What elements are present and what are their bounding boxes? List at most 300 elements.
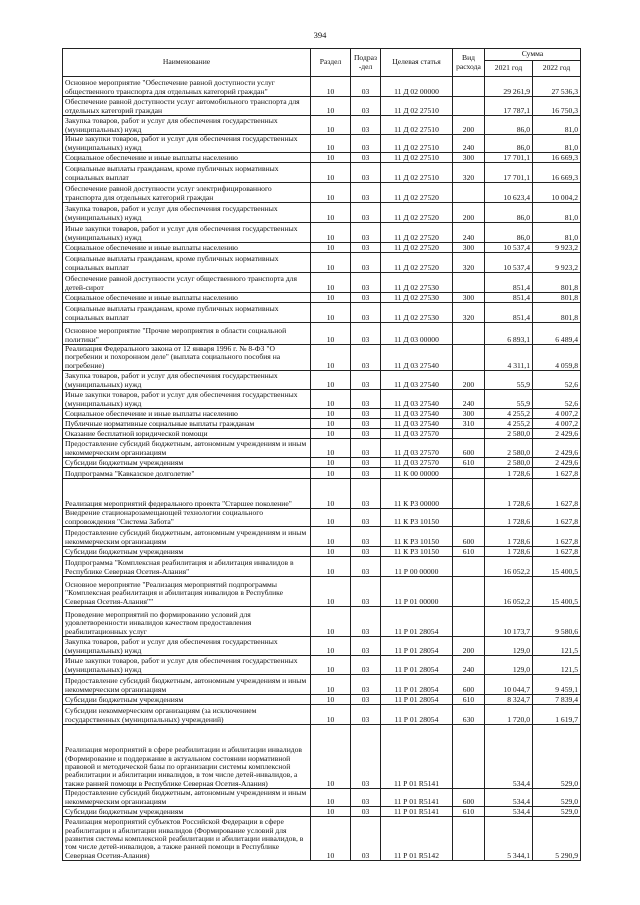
row-sum-2022-cell: 2 429,6 xyxy=(533,429,581,439)
row-expense-type-cell xyxy=(453,509,485,527)
row-expense-type-cell xyxy=(453,77,485,97)
row-name-cell: Иные закупки товаров, работ и услуг для обеспечения государственных (муниципальных) нужд xyxy=(63,656,311,675)
row-target-cell: 11 Р 01 R5142 xyxy=(381,817,453,861)
row-sum-2022-cell: 4 007,2 xyxy=(533,419,581,429)
row-subsection-cell: 03 xyxy=(351,153,381,163)
row-expense-type-cell xyxy=(453,479,485,509)
table-row xyxy=(63,479,581,509)
row-expense-type-cell: 200 xyxy=(453,371,485,390)
row-section-cell: 10 xyxy=(311,116,351,135)
row-section-cell: 10 xyxy=(311,607,351,637)
row-expense-type-cell xyxy=(453,345,485,371)
row-sum-2021-cell: 10 044,7 xyxy=(485,675,533,695)
row-section-cell: 10 xyxy=(311,817,351,861)
row-sum-2021-cell: 1 728,6 xyxy=(485,527,533,547)
row-target-cell: 11 Р 01 28054 xyxy=(381,656,453,675)
row-target-cell: 11 Д 02 27520 xyxy=(381,253,453,273)
row-section-cell: 10 xyxy=(311,153,351,163)
row-subsection-cell: 03 xyxy=(351,675,381,695)
row-target-cell: 11 Д 02 27510 xyxy=(381,135,453,153)
row-sum-2022-cell: 801,8 xyxy=(533,293,581,303)
row-sum-2022-cell: 529,0 xyxy=(533,807,581,817)
row-name-cell: Проведение мероприятий по формированию условий для удовлетворенности инвалидов качеством предоставления реабилитационных услуг xyxy=(63,607,311,637)
table-row xyxy=(63,607,581,637)
row-name-cell: Социальное обеспечение и иные выплаты населению xyxy=(63,153,311,163)
header-year-2022: 2022 год xyxy=(533,61,581,77)
row-sum-2021-cell: 534,4 xyxy=(485,789,533,807)
page-number: 394 xyxy=(313,30,327,40)
row-sum-2021-cell: 2 580,0 xyxy=(485,458,533,468)
table-row xyxy=(63,153,581,163)
row-expense-type-cell: 200 xyxy=(453,203,485,223)
row-expense-type-cell: 200 xyxy=(453,637,485,656)
row-section-cell: 10 xyxy=(311,637,351,656)
row-sum-2021-cell: 86,0 xyxy=(485,116,533,135)
row-section-cell: 10 xyxy=(311,429,351,439)
row-target-cell: 11 Р 01 28054 xyxy=(381,705,453,725)
row-subsection-cell: 03 xyxy=(351,557,381,577)
row-sum-2022-cell: 5 290,9 xyxy=(533,817,581,861)
table-row xyxy=(63,203,581,223)
row-expense-type-cell xyxy=(453,557,485,577)
row-sum-2021-cell: 1 728,6 xyxy=(485,547,533,557)
row-subsection-cell: 03 xyxy=(351,163,381,183)
row-section-cell: 10 xyxy=(311,253,351,273)
header-expense-type: Вид расхода xyxy=(453,49,485,77)
table-row xyxy=(63,527,581,547)
row-section-cell: 10 xyxy=(311,807,351,817)
row-sum-2021-cell: 29 261,9 xyxy=(485,77,533,97)
row-section-cell: 10 xyxy=(311,303,351,323)
row-section-cell: 10 xyxy=(311,557,351,577)
row-name-cell: Внедрение стационарозамещающей технологии социального сопровождения "Система Забота" xyxy=(63,509,311,527)
row-expense-type-cell: 300 xyxy=(453,409,485,419)
row-subsection-cell: 03 xyxy=(351,577,381,607)
table-row xyxy=(63,468,581,479)
row-name-cell: Субсидии некоммерческим организациям (за исключением государственных (муниципальных) учреждений) xyxy=(63,705,311,725)
row-expense-type-cell: 300 xyxy=(453,243,485,253)
row-sum-2022-cell: 81,0 xyxy=(533,116,581,135)
row-subsection-cell: 03 xyxy=(351,203,381,223)
row-section-cell: 10 xyxy=(311,135,351,153)
row-expense-type-cell: 320 xyxy=(453,163,485,183)
row-target-cell: 11 Р 01 R5141 xyxy=(381,725,453,789)
row-sum-2022-cell: 81,0 xyxy=(533,223,581,243)
row-sum-2022-cell: 529,0 xyxy=(533,789,581,807)
row-expense-type-cell: 630 xyxy=(453,705,485,725)
row-subsection-cell: 03 xyxy=(351,429,381,439)
table-row xyxy=(63,409,581,419)
row-sum-2022-cell: 52,6 xyxy=(533,390,581,409)
row-name-cell: Социальные выплаты гражданам, кроме публичных нормативных социальных выплат xyxy=(63,303,311,323)
row-subsection-cell: 03 xyxy=(351,243,381,253)
row-sum-2021-cell: 1 728,6 xyxy=(485,509,533,527)
row-expense-type-cell xyxy=(453,273,485,293)
row-subsection-cell: 03 xyxy=(351,807,381,817)
row-section-cell: 10 xyxy=(311,547,351,557)
row-section-cell: 10 xyxy=(311,419,351,429)
row-sum-2022-cell: 6 489,4 xyxy=(533,323,581,345)
row-section-cell: 10 xyxy=(311,163,351,183)
row-subsection-cell: 03 xyxy=(351,479,381,509)
row-sum-2021-cell: 1 720,0 xyxy=(485,705,533,725)
row-section-cell: 10 xyxy=(311,293,351,303)
row-section-cell: 10 xyxy=(311,527,351,547)
row-expense-type-cell: 310 xyxy=(453,419,485,429)
row-target-cell: 11 Д 02 27530 xyxy=(381,293,453,303)
row-target-cell: 11 Д 02 00000 xyxy=(381,77,453,97)
row-sum-2021-cell: 1 728,6 xyxy=(485,479,533,509)
row-section-cell: 10 xyxy=(311,223,351,243)
row-sum-2021-cell: 17 787,1 xyxy=(485,97,533,116)
row-sum-2021-cell: 86,0 xyxy=(485,223,533,243)
table-row xyxy=(63,637,581,656)
row-subsection-cell: 03 xyxy=(351,695,381,705)
row-name-cell: Подпрограмма "Кавказское долголетие" xyxy=(63,468,311,479)
row-sum-2022-cell: 801,8 xyxy=(533,303,581,323)
row-target-cell: 11 Д 03 27540 xyxy=(381,371,453,390)
table-row xyxy=(63,77,581,97)
row-subsection-cell: 03 xyxy=(351,509,381,527)
row-subsection-cell: 03 xyxy=(351,183,381,203)
table-row xyxy=(63,789,581,807)
row-sum-2022-cell: 9 923,2 xyxy=(533,243,581,253)
row-sum-2021-cell: 2 580,0 xyxy=(485,439,533,458)
row-subsection-cell: 03 xyxy=(351,789,381,807)
row-section-cell: 10 xyxy=(311,390,351,409)
row-name-cell: Субсидии бюджетным учреждениям xyxy=(63,547,311,557)
row-sum-2021-cell: 86,0 xyxy=(485,203,533,223)
row-subsection-cell: 03 xyxy=(351,77,381,97)
table-row xyxy=(63,547,581,557)
row-target-cell: 11 Р 01 00000 xyxy=(381,577,453,607)
row-name-cell: Субсидии бюджетным учреждениям xyxy=(63,695,311,705)
row-section-cell: 10 xyxy=(311,705,351,725)
row-expense-type-cell: 240 xyxy=(453,223,485,243)
row-sum-2022-cell: 121,5 xyxy=(533,637,581,656)
row-expense-type-cell xyxy=(453,725,485,789)
table-row xyxy=(63,458,581,468)
row-sum-2021-cell: 10 537,4 xyxy=(485,253,533,273)
row-target-cell: 11 Д 03 27570 xyxy=(381,458,453,468)
row-name-cell: Иные закупки товаров, работ и услуг для обеспечения государственных (муниципальных) нужд xyxy=(63,390,311,409)
row-sum-2022-cell: 81,0 xyxy=(533,203,581,223)
row-target-cell: 11 Д 03 27540 xyxy=(381,409,453,419)
row-subsection-cell: 03 xyxy=(351,419,381,429)
table-row xyxy=(63,371,581,390)
row-section-cell: 10 xyxy=(311,439,351,458)
row-name-cell: Реализация мероприятий в сфере реабилитации и абилитации инвалидов (Формирование и поддержание в актуальном состоянии нормативной правовой и методической базы по организации системы комплексной реабилитации и абилитации инвалидов, в том числе детей-инвалидов, а также ранней помощи в Республике Северная Осетия-Алания) xyxy=(63,725,311,789)
table-row xyxy=(63,116,581,135)
row-expense-type-cell: 600 xyxy=(453,675,485,695)
table-row xyxy=(63,323,581,345)
row-name-cell: Обеспечение равной доступности услуг электрифицированного транспорта для отдельных категорий граждан xyxy=(63,183,311,203)
table-header xyxy=(63,49,581,77)
row-name-cell: Субсидии бюджетным учреждениям xyxy=(63,807,311,817)
row-subsection-cell: 03 xyxy=(351,345,381,371)
row-expense-type-cell xyxy=(453,183,485,203)
row-section-cell: 10 xyxy=(311,243,351,253)
row-sum-2022-cell: 52,6 xyxy=(533,371,581,390)
table-row xyxy=(63,429,581,439)
row-sum-2021-cell: 17 701,1 xyxy=(485,153,533,163)
row-subsection-cell: 03 xyxy=(351,273,381,293)
row-name-cell: Публичные нормативные социальные выплаты гражданам xyxy=(63,419,311,429)
row-expense-type-cell xyxy=(453,429,485,439)
row-target-cell: 11 Д 02 27520 xyxy=(381,223,453,243)
row-name-cell: Социальные выплаты гражданам, кроме публичных нормативных социальных выплат xyxy=(63,163,311,183)
row-name-cell: Подпрограмма "Комплексная реабилитация и абилитация инвалидов в Республике Северная Осетия-Алания" xyxy=(63,557,311,577)
row-sum-2021-cell: 4 255,2 xyxy=(485,419,533,429)
row-expense-type-cell xyxy=(453,468,485,479)
header-sum: Сумма xyxy=(485,49,581,61)
row-subsection-cell: 03 xyxy=(351,705,381,725)
row-sum-2022-cell: 9 459,1 xyxy=(533,675,581,695)
row-sum-2021-cell: 851,4 xyxy=(485,273,533,293)
row-subsection-cell: 03 xyxy=(351,527,381,547)
row-section-cell: 10 xyxy=(311,675,351,695)
row-target-cell: 11 К Р3 10150 xyxy=(381,509,453,527)
row-sum-2021-cell: 2 580,0 xyxy=(485,429,533,439)
row-target-cell: 11 К Р3 10150 xyxy=(381,547,453,557)
row-target-cell: 11 Д 03 27540 xyxy=(381,390,453,409)
row-expense-type-cell: 320 xyxy=(453,253,485,273)
row-target-cell: 11 Д 02 27510 xyxy=(381,153,453,163)
row-target-cell: 11 Р 00 00000 xyxy=(381,557,453,577)
row-target-cell: 11 Р 01 28054 xyxy=(381,695,453,705)
row-sum-2021-cell: 851,4 xyxy=(485,293,533,303)
row-sum-2021-cell: 534,4 xyxy=(485,807,533,817)
row-expense-type-cell: 610 xyxy=(453,458,485,468)
table-row xyxy=(63,817,581,861)
row-name-cell: Иные закупки товаров, работ и услуг для обеспечения государственных (муниципальных) нужд xyxy=(63,135,311,153)
row-sum-2022-cell: 1 619,7 xyxy=(533,705,581,725)
row-subsection-cell: 03 xyxy=(351,97,381,116)
row-target-cell: 11 Р 01 R5141 xyxy=(381,789,453,807)
row-expense-type-cell: 240 xyxy=(453,390,485,409)
row-sum-2021-cell: 55,9 xyxy=(485,371,533,390)
row-name-cell: Закупка товаров, работ и услуг для обеспечения государственных (муниципальных) нужд xyxy=(63,203,311,223)
row-expense-type-cell: 300 xyxy=(453,293,485,303)
row-section-cell: 10 xyxy=(311,345,351,371)
row-target-cell: 11 Р 01 28054 xyxy=(381,675,453,695)
table-row xyxy=(63,243,581,253)
row-name-cell: Предоставление субсидий бюджетным, автономным учреждениям и иным некоммерческим организациям xyxy=(63,789,311,807)
table-row xyxy=(63,419,581,429)
row-target-cell: 11 Д 02 27520 xyxy=(381,203,453,223)
row-sum-2021-cell: 10 173,7 xyxy=(485,607,533,637)
table-row xyxy=(63,807,581,817)
row-name-cell: Основное мероприятие "Прочие мероприятия в области социальной политики" xyxy=(63,323,311,345)
row-sum-2022-cell: 529,0 xyxy=(533,725,581,789)
row-name-cell: Предоставление субсидий бюджетным, автономным учреждениям и иным некоммерческим организациям xyxy=(63,675,311,695)
row-expense-type-cell: 300 xyxy=(453,153,485,163)
row-name-cell: Реализация мероприятий федерального проекта "Старшее поколение" xyxy=(63,479,311,509)
row-expense-type-cell: 600 xyxy=(453,789,485,807)
row-sum-2021-cell: 5 344,1 xyxy=(485,817,533,861)
row-sum-2022-cell: 2 429,6 xyxy=(533,458,581,468)
row-section-cell: 10 xyxy=(311,656,351,675)
table-row xyxy=(63,163,581,183)
table-row xyxy=(63,695,581,705)
table-body xyxy=(63,77,581,861)
row-sum-2021-cell: 10 623,4 xyxy=(485,183,533,203)
header-name: Наименование xyxy=(63,49,311,77)
row-expense-type-cell xyxy=(453,323,485,345)
row-sum-2021-cell: 851,4 xyxy=(485,303,533,323)
row-subsection-cell: 03 xyxy=(351,656,381,675)
row-expense-type-cell: 610 xyxy=(453,547,485,557)
row-target-cell: 11 К Р3 00000 xyxy=(381,479,453,509)
row-section-cell: 10 xyxy=(311,183,351,203)
row-expense-type-cell xyxy=(453,607,485,637)
table-row xyxy=(63,675,581,695)
row-name-cell: Реализация Федерального закона от 12 января 1996 г. № 8-ФЗ "О погребении и похоронном деле" (выплата социального пособия на погребение) xyxy=(63,345,311,371)
row-section-cell: 10 xyxy=(311,409,351,419)
row-subsection-cell: 03 xyxy=(351,637,381,656)
row-name-cell: Основное мероприятие "Реализация мероприятий подпрограммы "Комплексная реабилитация и абилитация инвалидов в Республике Северная Осетия-Алания"" xyxy=(63,577,311,607)
row-sum-2021-cell: 129,0 xyxy=(485,637,533,656)
row-section-cell: 10 xyxy=(311,203,351,223)
row-expense-type-cell: 240 xyxy=(453,656,485,675)
row-sum-2022-cell: 1 627,8 xyxy=(533,527,581,547)
row-target-cell: 11 Д 02 27520 xyxy=(381,183,453,203)
header-target: Целевая статья xyxy=(381,49,453,77)
row-sum-2022-cell: 801,8 xyxy=(533,273,581,293)
row-sum-2022-cell: 1 627,8 xyxy=(533,468,581,479)
row-sum-2022-cell: 9 580,6 xyxy=(533,607,581,637)
table-row xyxy=(63,577,581,607)
table-row xyxy=(63,725,581,789)
row-sum-2022-cell: 1 627,8 xyxy=(533,479,581,509)
row-target-cell: 11 Д 02 27510 xyxy=(381,97,453,116)
row-target-cell: 11 Р 01 28054 xyxy=(381,637,453,656)
row-target-cell: 11 Д 03 27570 xyxy=(381,429,453,439)
row-sum-2022-cell: 2 429,6 xyxy=(533,439,581,458)
row-sum-2021-cell: 16 052,2 xyxy=(485,557,533,577)
row-sum-2022-cell: 4 007,2 xyxy=(533,409,581,419)
row-sum-2021-cell: 10 537,4 xyxy=(485,243,533,253)
row-name-cell: Закупка товаров, работ и услуг для обеспечения государственных (муниципальных) нужд xyxy=(63,637,311,656)
row-sum-2021-cell: 4 311,1 xyxy=(485,345,533,371)
row-subsection-cell: 03 xyxy=(351,303,381,323)
row-target-cell: 11 Д 02 27510 xyxy=(381,116,453,135)
table-row xyxy=(63,557,581,577)
row-target-cell: 11 К Р3 10150 xyxy=(381,527,453,547)
row-subsection-cell: 03 xyxy=(351,390,381,409)
row-name-cell: Социальное обеспечение и иные выплаты населению xyxy=(63,243,311,253)
row-sum-2022-cell: 16 669,3 xyxy=(533,153,581,163)
row-section-cell: 10 xyxy=(311,725,351,789)
row-expense-type-cell xyxy=(453,817,485,861)
row-section-cell: 10 xyxy=(311,458,351,468)
row-subsection-cell: 03 xyxy=(351,607,381,637)
row-section-cell: 10 xyxy=(311,577,351,607)
row-subsection-cell: 03 xyxy=(351,135,381,153)
row-expense-type-cell: 610 xyxy=(453,807,485,817)
row-target-cell: 11 Д 03 27540 xyxy=(381,345,453,371)
budget-table xyxy=(62,48,581,861)
table-row xyxy=(63,345,581,371)
row-sum-2022-cell: 9 923,2 xyxy=(533,253,581,273)
row-expense-type-cell: 200 xyxy=(453,116,485,135)
row-target-cell: 11 Д 03 27570 xyxy=(381,439,453,458)
row-sum-2022-cell: 7 839,4 xyxy=(533,695,581,705)
row-sum-2022-cell: 10 004,2 xyxy=(533,183,581,203)
row-section-cell: 10 xyxy=(311,695,351,705)
row-subsection-cell: 03 xyxy=(351,817,381,861)
row-name-cell: Основное мероприятие "Обеспечение равной доступности услуг общественного транспорта для отдельных категорий граждан" xyxy=(63,77,311,97)
row-target-cell: 11 Д 02 27510 xyxy=(381,163,453,183)
row-subsection-cell: 03 xyxy=(351,371,381,390)
row-target-cell: 11 Д 02 27530 xyxy=(381,303,453,323)
row-sum-2021-cell: 8 324,7 xyxy=(485,695,533,705)
table-row xyxy=(63,293,581,303)
table-row xyxy=(63,273,581,293)
table-row xyxy=(63,97,581,116)
row-name-cell: Закупка товаров, работ и услуг для обеспечения государственных (муниципальных) нужд xyxy=(63,116,311,135)
row-sum-2021-cell: 4 255,2 xyxy=(485,409,533,419)
table-row xyxy=(63,390,581,409)
row-target-cell: 11 Р 01 28054 xyxy=(381,607,453,637)
row-name-cell: Закупка товаров, работ и услуг для обеспечения государственных (муниципальных) нужд xyxy=(63,371,311,390)
row-sum-2021-cell: 1 728,6 xyxy=(485,468,533,479)
row-subsection-cell: 03 xyxy=(351,293,381,303)
row-expense-type-cell: 320 xyxy=(453,303,485,323)
table-row xyxy=(63,135,581,153)
row-sum-2022-cell: 81,0 xyxy=(533,135,581,153)
row-sum-2022-cell: 1 627,8 xyxy=(533,509,581,527)
table-row xyxy=(63,183,581,203)
row-sum-2022-cell: 15 400,5 xyxy=(533,577,581,607)
row-sum-2022-cell: 4 059,8 xyxy=(533,345,581,371)
row-section-cell: 10 xyxy=(311,371,351,390)
row-sum-2021-cell: 17 701,1 xyxy=(485,163,533,183)
row-section-cell: 10 xyxy=(311,509,351,527)
row-name-cell: Обеспечение равной доступности услуг автомобильного транспорта для отдельных категорий граждан xyxy=(63,97,311,116)
row-expense-type-cell xyxy=(453,97,485,116)
row-sum-2022-cell: 16 750,3 xyxy=(533,97,581,116)
row-name-cell: Предоставление субсидий бюджетным, автономным учреждениям и иным некоммерческим организациям xyxy=(63,527,311,547)
row-sum-2022-cell: 15 400,5 xyxy=(533,557,581,577)
row-sum-2021-cell: 534,4 xyxy=(485,725,533,789)
table-row xyxy=(63,509,581,527)
row-section-cell: 10 xyxy=(311,273,351,293)
row-subsection-cell: 03 xyxy=(351,725,381,789)
header-year-2021: 2021 год xyxy=(485,61,533,77)
row-name-cell: Обеспечение равной доступности услуг общественного транспорта для детей-сирот xyxy=(63,273,311,293)
header-subsection: Подраз-дел xyxy=(351,49,381,77)
row-name-cell: Реализация мероприятий субъектов Российской Федерации в сфере реабилитации и абилитации инвалидов (Формирование условий для развития системы комплексной реабилитации и абилитации инвалидов, в том числе детей-инвалидов, а также ранней помощи в Республике Северная Осетия-Алания) xyxy=(63,817,311,861)
row-section-cell: 10 xyxy=(311,479,351,509)
row-subsection-cell: 03 xyxy=(351,439,381,458)
row-name-cell: Социальное обеспечение и иные выплаты населению xyxy=(63,409,311,419)
row-subsection-cell: 03 xyxy=(351,547,381,557)
row-section-cell: 10 xyxy=(311,97,351,116)
row-subsection-cell: 03 xyxy=(351,323,381,345)
row-sum-2021-cell: 16 052,2 xyxy=(485,577,533,607)
row-sum-2022-cell: 1 627,8 xyxy=(533,547,581,557)
row-subsection-cell: 03 xyxy=(351,253,381,273)
row-sum-2022-cell: 121,5 xyxy=(533,656,581,675)
row-section-cell: 10 xyxy=(311,468,351,479)
row-name-cell: Субсидии бюджетным учреждениям xyxy=(63,458,311,468)
table-row xyxy=(63,705,581,725)
table-row xyxy=(63,253,581,273)
row-expense-type-cell: 240 xyxy=(453,135,485,153)
table-row xyxy=(63,439,581,458)
table-row xyxy=(63,303,581,323)
